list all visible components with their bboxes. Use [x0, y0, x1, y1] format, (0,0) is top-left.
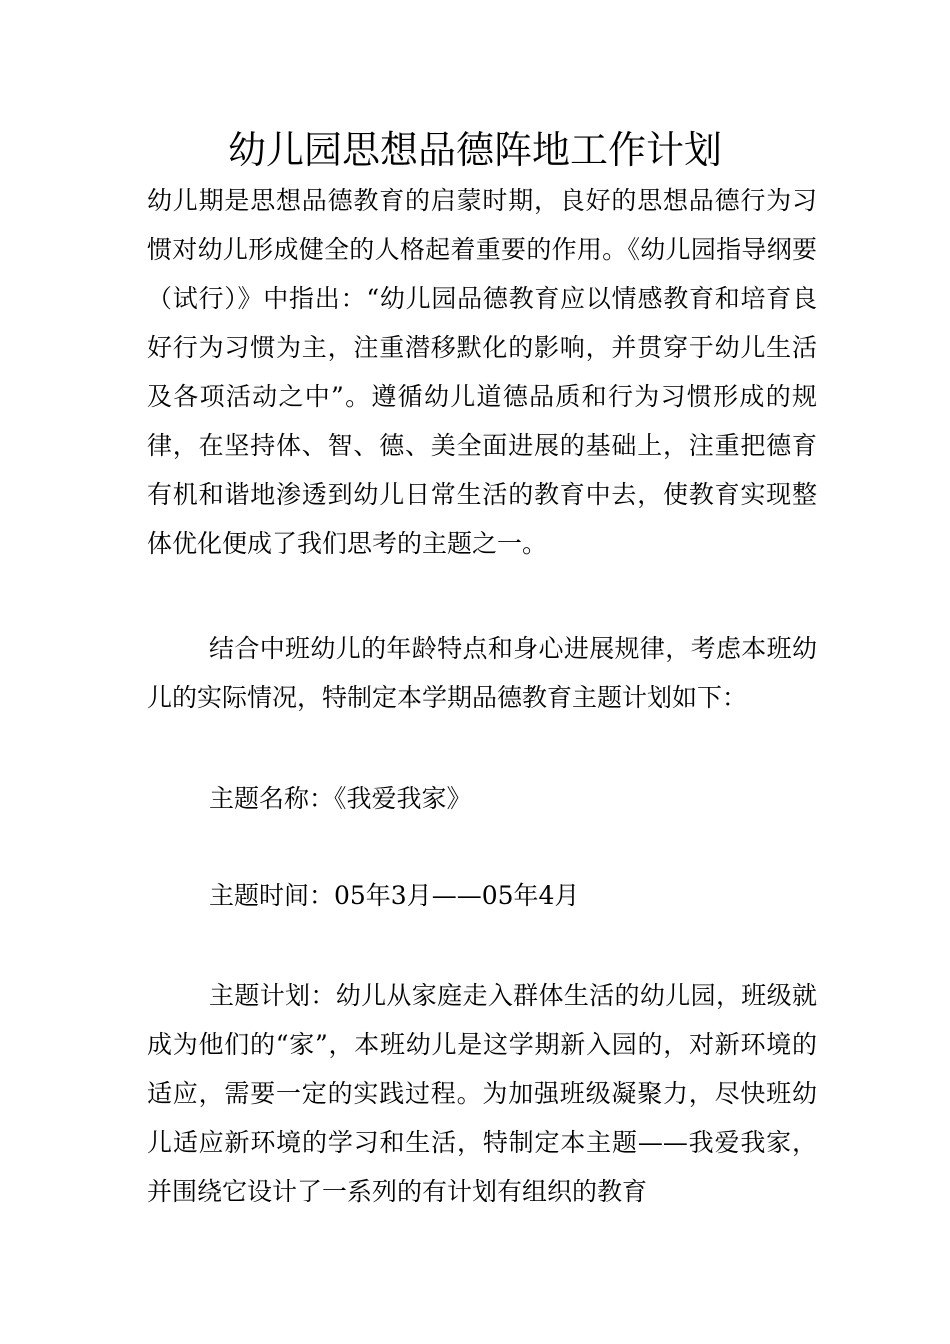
document-title: 幼儿园思想品德阵地工作计划: [227, 128, 722, 172]
paragraph-theme-name: 主题名称：《我爱我家》: [209, 784, 472, 813]
paragraph-intro: 幼儿期是思想品德教育的启蒙时期，良好的思想品德行为习惯对幼儿形成健全的人格起着重要的作用。《幼儿园指导纲要（试行）》中指出：“幼儿园品德教育应以情感教育和培育良好行为习惯为主，注重潜移默化的影响，并贯穿于幼儿生活及各项活动之中”。遵循幼儿道德品质和行为习惯形成的规律，在坚持体、智、德、美全面进展的基础上，注重把德育有机和谐地渗透到幼儿日常生活的教育中去，使教育实现整体优化便成了我们思考的主题之一。: [147, 186, 817, 558]
paragraph-theme-time: 主题时间：05年3月——05年4月: [209, 881, 580, 910]
paragraph-theme-plan: 主题计划：幼儿从家庭走入群体生活的幼儿园，班级就成为他们的“家”，本班幼儿是这学期新入园的，对新环境的适应，需要一定的实践过程。为加强班级凝聚力，尽快班幼儿适应新环境的学习和生活，特制定本主题——我爱我家，并围绕它设计了一系列的有计划有组织的教育: [147, 981, 817, 1206]
paragraph-plan-basis: 结合中班幼儿的年龄特点和身心进展规律，考虑本班幼儿的实际情况，特制定本学期品德教育主题计划如下：: [147, 634, 817, 712]
